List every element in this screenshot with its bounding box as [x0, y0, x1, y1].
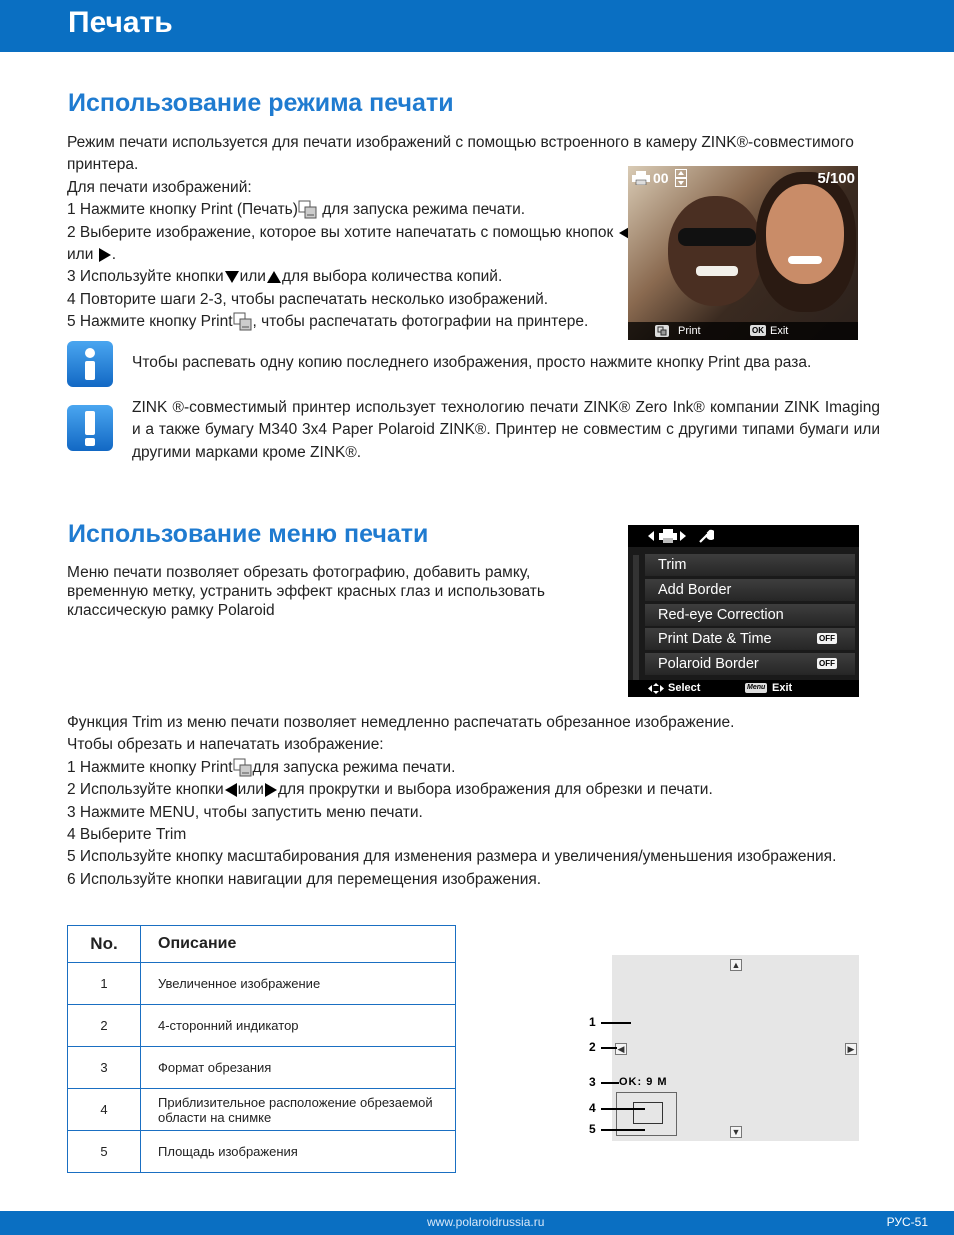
left-arrow-icon [225, 783, 237, 797]
ok-button-icon: OK [752, 326, 764, 335]
intro-line: Режим печати используется для печати изображений с помощью встроенного в камеру ZINK®-совместимого [67, 134, 854, 151]
step-5: 5 Нажмите кнопку Print , чтобы распечатать фотографии на принтере. [67, 313, 589, 331]
column-header-description: Описание [141, 926, 456, 963]
table-row: 3 Формат обрезания [68, 1047, 456, 1089]
navigation-arrows-icon [648, 683, 664, 694]
trim-step-5: 5 Используйте кнопку масштабирования для изменения размера и увеличения/уменьшения изображения. [67, 848, 837, 866]
intro-line: принтера. [67, 156, 139, 174]
scroll-down-icon: ▼ [731, 1127, 741, 1137]
table-row: 2 4-сторонний индикатор [68, 1005, 456, 1047]
crop-format-label: OK: 9 M [619, 1076, 668, 1088]
trim-screen-diagram [612, 955, 859, 1141]
info-note: Чтобы распевать одну копию последнего изображения, просто нажмите кнопку Print два раза. [132, 354, 812, 371]
menu-button-icon: Menu [747, 684, 766, 691]
image-counter: 5/100 [817, 170, 855, 187]
trim-step-1: 1 Нажмите кнопку Print для запуска режима печати. [67, 758, 456, 776]
select-label: Select [668, 682, 701, 694]
right-arrow-icon [265, 783, 277, 797]
page-footer [0, 1211, 954, 1235]
printer-tab-icon[interactable] [659, 529, 677, 543]
tab-right-arrow-icon [680, 531, 686, 541]
menu-scrollbar[interactable] [633, 555, 639, 695]
menu-item-trim[interactable]: Trim [645, 554, 855, 576]
scroll-left-icon: ◀ [615, 1043, 627, 1055]
menu-button-bar [628, 680, 859, 697]
copies-count: 00 [653, 170, 669, 186]
up-down-icon [675, 169, 687, 187]
table-row: 1 Увеличенное изображение [68, 963, 456, 1005]
page-title: Печать [68, 6, 173, 39]
screen-status-bar [628, 166, 858, 190]
exit-label: Exit [770, 325, 789, 337]
callout-label-2: 2 [589, 1040, 596, 1054]
printer-icon [632, 171, 650, 185]
menu-item-print-date-time[interactable]: Print Date & Time OFF [645, 628, 855, 650]
trim-legend-table [67, 925, 456, 1173]
scroll-right-icon: ▶ [845, 1043, 857, 1055]
table-row: 5 Площадь изображения [68, 1131, 456, 1173]
tab-left-arrow-icon [648, 531, 654, 541]
column-header-no: No. [68, 926, 141, 963]
step-2: 2 Выберите изображение, которое вы хотите напечатать с помощью кнопок [67, 222, 854, 244]
print-button-icon [233, 312, 253, 332]
trim-step-3: 3 Нажмите MENU, чтобы запустить меню печати. [67, 803, 423, 821]
intro-line: Для печати изображений: [67, 178, 252, 196]
page-header [0, 0, 954, 52]
section-heading-print-menu: Использование меню печати [68, 520, 429, 548]
trim-step-6: 6 Используйте кнопки навигации для перемещения изображения. [67, 870, 542, 888]
print-button-icon [655, 325, 669, 337]
callout-label-4: 4 [589, 1101, 596, 1115]
off-badge: OFF [819, 659, 835, 668]
step-2-cont: или . [67, 246, 116, 264]
print-menu-intro: Меню печати позволяет обрезать фотографию, добавить рамку, временную метку, устранить эффект красных глаз и использовать классическую рамку Polaroid [67, 564, 545, 619]
callout-label-3: 3 [589, 1075, 596, 1089]
warning-icon [67, 405, 113, 451]
wrench-icon[interactable] [698, 528, 714, 544]
print-label: Print [678, 325, 701, 337]
crop-region [633, 1102, 663, 1124]
print-menu-screen [628, 525, 859, 697]
footer-url[interactable]: www.polaroidrussia.ru [427, 1215, 545, 1229]
callout-label-5: 5 [589, 1122, 596, 1136]
camera-print-screen [628, 166, 858, 340]
scroll-up-icon: ▲ [731, 960, 741, 970]
table-row: 4 Приблизительное расположение обрезаемой области на снимке [68, 1089, 456, 1131]
table-header-row [68, 926, 456, 963]
callout-label-1: 1 [589, 1015, 596, 1029]
menu-tab-bar [628, 525, 859, 547]
off-badge: OFF [819, 634, 835, 643]
screen-button-bar [628, 322, 858, 340]
up-arrow-icon [267, 271, 281, 283]
trim-step-2: 2 Используйте кнопки или для прокрутки и выбора изображения для обрезки и печати. [67, 781, 713, 799]
page-number: РУС-51 [886, 1215, 928, 1229]
trim-instructions: Функция Trim из меню печати позволяет немедленно распечатать обрезанное изображение. Чтобы обрезать и напечатать изображение: 1 Нажмите кнопку Print для запуска режима печати. 2 Используйте кнопки или для прокрутки и выбора изображения для обрезки и печати. 3 Нажмите MENU, чтобы запустить меню печати. 4 Выберите Trim 5 Используйте кнопку масштабирования для изменения размера и увеличения/уменьшения изображения. 6 Используйте кнопки навигации для перемещения изображения. [67, 712, 836, 891]
print-button-icon [298, 200, 318, 220]
step-4: 4 Повторите шаги 2-3, чтобы распечатать несколько изображений. [67, 290, 549, 308]
right-arrow-icon [99, 248, 111, 262]
menu-item-polaroid-border[interactable]: Polaroid Border OFF [645, 653, 855, 675]
trim-step-4: 4 Выберите Trim [67, 826, 187, 844]
step-3: 3 Используйте кнопки или для выбора количества копий. [67, 268, 503, 286]
exit-label: Exit [772, 682, 793, 694]
down-arrow-icon [225, 271, 239, 283]
print-button-icon [233, 758, 253, 778]
warning-note: ZINK ®-совместимый принтер использует технологию печати ZINK® Zero Ink® компании ZINK Imaging и а также бумагу M340 3x4 Paper Polaroid ZINK®. Принтер не совместим с другими типами бумаги или другими марками кроме ZINK®. [132, 399, 880, 461]
info-icon [67, 341, 113, 387]
section-heading-print-mode: Использование режима печати [68, 89, 454, 117]
step-1: 1 Нажмите кнопку Print (Печать) для запуска режима печати. [67, 201, 526, 219]
menu-item-add-border[interactable]: Add Border [645, 579, 855, 601]
menu-item-red-eye[interactable]: Red-eye Correction [645, 604, 855, 626]
